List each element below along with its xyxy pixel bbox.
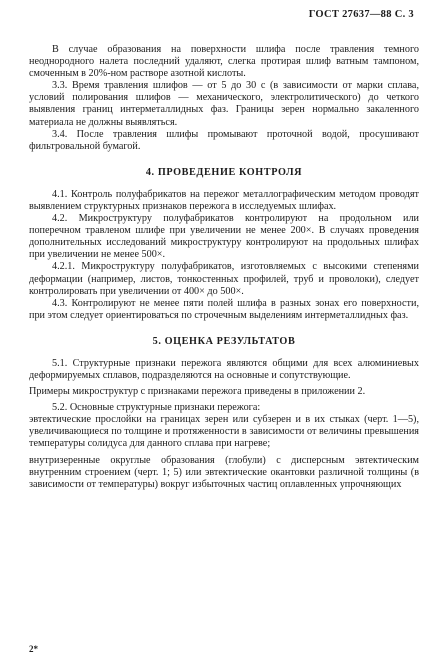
paragraph-examples: Примеры микроструктур с признаками пережога приведены в приложении 2. (29, 386, 366, 398)
paragraph-4-1: 4.1. Контроль полуфабрикатов на пережог металлографическим методом проводят выявлением структурных признаков пережога в исследуемых шлифах. (29, 188, 419, 212)
paragraph-eutectic-layers: эвтектические прослойки на границах зерен или субзерен и в их стыках (черт. 1—5), увеличивающиеся по толщине и протяженности в зависимости от величины превышения температуры солидуса для данного сплава при нагреве; (29, 414, 419, 450)
paragraph-5-2: 5.2. Основные структурные признаки пережога: (52, 402, 261, 414)
paragraph-5-1: 5.1. Структурные признаки пережога являются общими для всех алюминиевых деформируемых сплавов, подразделяются на основные и сопутствующие. (29, 357, 419, 381)
paragraph-3-4: 3.4. После травления шлифы промывают проточной водой, просушивают фильтровальной бумагой. (29, 128, 419, 152)
paragraph-4-3: 4.3. Контролируют не менее пяти полей шлифа в разных зонах его поверхности, при этом следует ориентироваться по строчечным выделениям интерметаллидных фаз. (29, 297, 419, 321)
paragraph-etch-deposit: В случае образования на поверхности шлифа после травления темного неоднородного налета последний удаляют, слегка протирая шлиф ватным тампоном, смоченным в 20%-ном растворе азотной кислоты. (29, 44, 419, 80)
paragraph-4-2-1: 4.2.1. Микроструктуру полуфабрикатов, изготовляемых с высокими степенями деформации (например, листов, тонкостенных профилей, труб и проволоки), следует контролировать при увеличении от 400× до 500×. (29, 261, 419, 297)
page-body (29, 44, 419, 491)
section-4-heading: 4. ПРОВЕДЕНИЕ КОНТРОЛЯ (145, 166, 303, 178)
page-header: ГОСТ 27637—88 С. 3 (308, 9, 414, 20)
paragraph-globules: внутризеренные округлые образования (глобули) с дисперсным эвтектическим внутренним строением (черт. 1; 5) или эвтектические окантовки различной толщины (в зависимости от температуры) вокруг избыточных частиц оплавленных упрочняющих (29, 454, 419, 490)
paragraph-4-2: 4.2. Микроструктуру полуфабрикатов контролируют на продольном или поперечном травленом шлифе при увеличении не менее 200×. В случаях проведения дополнительных исследований микроструктуру контролируют на продольных шлифах при увеличении не менее 500×. (29, 213, 419, 261)
paragraph-3-3: 3.3. Время травления шлифов — от 5 до 30 с (в зависимости от марки сплава, условий полирования шлифов — механического, электролитического) до четкого выявления границ интерметаллидных фаз. Границы зерен нормально закаленного материала не должны выявляться. (29, 80, 419, 128)
section-5-heading: 5. ОЦЕНКА РЕЗУЛЬТАТОВ (152, 335, 296, 347)
page-footer-mark: 2* (29, 644, 38, 654)
